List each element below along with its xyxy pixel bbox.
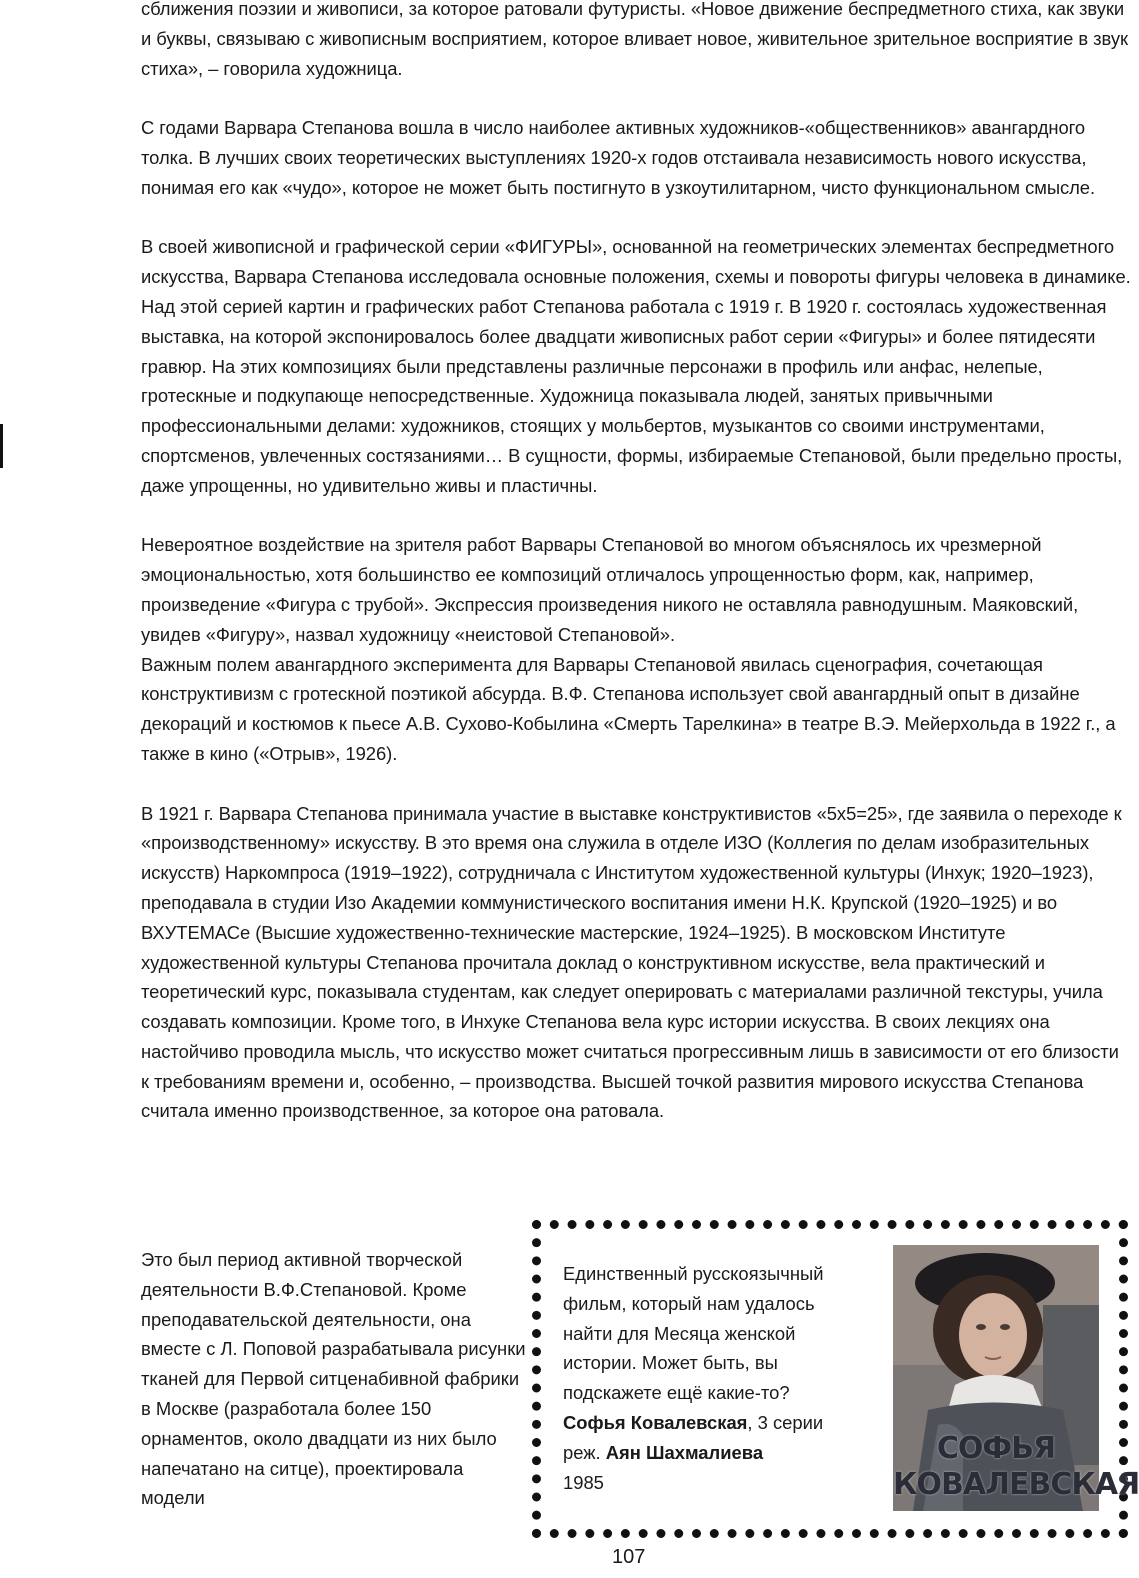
sidebar-line: Единственный русскоязычный	[563, 1263, 824, 1284]
director-prefix: реж.	[563, 1441, 606, 1463]
director-name: Аян Шахмалиева	[605, 1441, 764, 1463]
left-column-text	[141, 1245, 526, 1513]
film-recommendation-text	[563, 1259, 863, 1497]
sidebar-line: истории. Может быть, вы	[563, 1352, 778, 1374]
sidebar-line: фильм, который нам удалось	[563, 1292, 815, 1314]
film-year: 1985	[563, 1471, 604, 1493]
poster-title-line: СОФЬЯ	[936, 1431, 1056, 1466]
film-poster	[893, 1245, 1139, 1511]
poster-title	[893, 1431, 1139, 1503]
margin-bar	[0, 424, 3, 468]
film-recommendation-box	[532, 1220, 1139, 1538]
sidebar-line: найти для Месяца женской	[563, 1322, 796, 1344]
paragraph-scenography: Важным полем авангардного эксперимента для Варвары Степановой явилась сценография, сочетающая конструктивизм с гротескной поэтикой абсурда. В.Ф. Степанова использует свой авангардный опыт в дизайне декораций и костюмов к пьесе А.В. Сухово-Кобылина «Смерть Тарелкина» в театре В.Э. Мейерхольда в 1922 г., а также в кино («Отрыв», 1926).	[141, 653, 1116, 764]
paragraph-activists: С годами Варвара Степанова вошла в число наиболее активных художников-«общественников» авангардного толка. В лучших своих теоретических выступлениях 1920-х годов отстаивала независимость нового искусства, понимая его как «чудо», которое не может быть постигнуто в узкоутилитарном, чисто функциональном смысле.	[141, 117, 1096, 198]
paragraph-constructivists: В 1921 г. Варвара Степанова принимала участие в выставке конструктивистов «5х5=25», где заявила о переходе к «производственному» искусству. В это время она служила в отделе ИЗО (Коллегия по делам изобразительных искусств) Наркомпроса (1919–1922), сотрудничала с Институтом художественной культуры (Инхук; 1920–1923), преподавала в студии Изо Академии коммунистического воспитания имени Н.К. Крупской (1920–1925) и во ВХУТЕМАСе (Высшие художественно-технические мастерские, 1924–1925). В московском Институте художественной культуры Степанова прочитала доклад о конструктивном искусстве, вела практический и теоретический курс, показывала студентам, как следует оперировать с материалами различной текстуры, учила создавать композиции. Кроме того, в Инхуке Степанова вела курс истории искусства. В своих лекциях она настойчиво проводила мысль, что искусство может считаться прогрессивным лишь в зависимости от его близости к требованиям времени и, особенно, – производства. Высшей точкой развития мирового искусства Степанова считала именно производственное, за которое она ратовала.	[141, 802, 1122, 1122]
paragraph-impact: Невероятное воздействие на зрителя работ Варвары Степановой во многом объяснялось их чрезмерной эмоциональностью, хотя большинство ее композиций отличалось упрощенностью форм, как, например, произведение «Фигура с трубой». Экспрессия произведения никого не оставляла равнодушным. Маяковский, увидев «Фигуру», назвал художницу «неистовой Степановой».	[141, 534, 1079, 645]
film-credit-line	[563, 1408, 863, 1438]
paragraph-futurists: сближения поэзии и живописи, за которое ратовали футуристы. «Новое движение беспредметного стиха, как звуки и буквы, связываю с живописным восприятием, которое вливает новое, живительное зрительное восприятие в звук стиха», – говорила художница.	[141, 0, 1128, 79]
paragraph-figures-series: В своей живописной и графической серии «ФИГУРЫ», основанной на геометрических элементах беспредметного искусства, Варвара Степанова исследовала основные положения, схемы и повороты фигуры человека в динамике. Над этой серией картин и графических работ Степанова работала с 1919 г. В 1920 г. состоялась художественная выставка, на которой экспонировалось более двадцати живописных работ серии «Фигуры» и более пятидесяти гравюр. На этих композициях были представлены различные персонажи в профиль или анфас, нелепые, гротескные и подкупающе непосредственные. Художница показывала людей, занятых привычными профессиональными делами: художников, стоящих у мольбертов, музыкантов со своими инструментами, спортсменов, увлеченных состязаниями… В сущности, формы, избираемые Степановой, были предельно просты, даже упрощенны, но удивительно живы и пластичны.	[141, 236, 1131, 496]
director-line	[563, 1438, 863, 1468]
sidebar-line: подскажете ещё какие-то?	[563, 1382, 790, 1404]
page-number: 107	[612, 1546, 646, 1568]
poster-title-line: КОВАЛЕВСКАЯ	[893, 1467, 1139, 1502]
film-title: Софья Ковалевская	[563, 1411, 748, 1433]
main-text	[141, 0, 1131, 1156]
paragraph-textiles: Это был период активной творческой деятельности В.Ф.Степановой. Кроме преподавательской деятельности, она вместе с Л. Поповой разрабатывала рисунки тканей для Первой ситценабивной фабрики в Москве (разработала более 150 орнаментов, около двадцати из них было напечатано на ситце), проектировала модели	[141, 1249, 526, 1509]
film-episodes: , 3 серии	[747, 1411, 824, 1433]
